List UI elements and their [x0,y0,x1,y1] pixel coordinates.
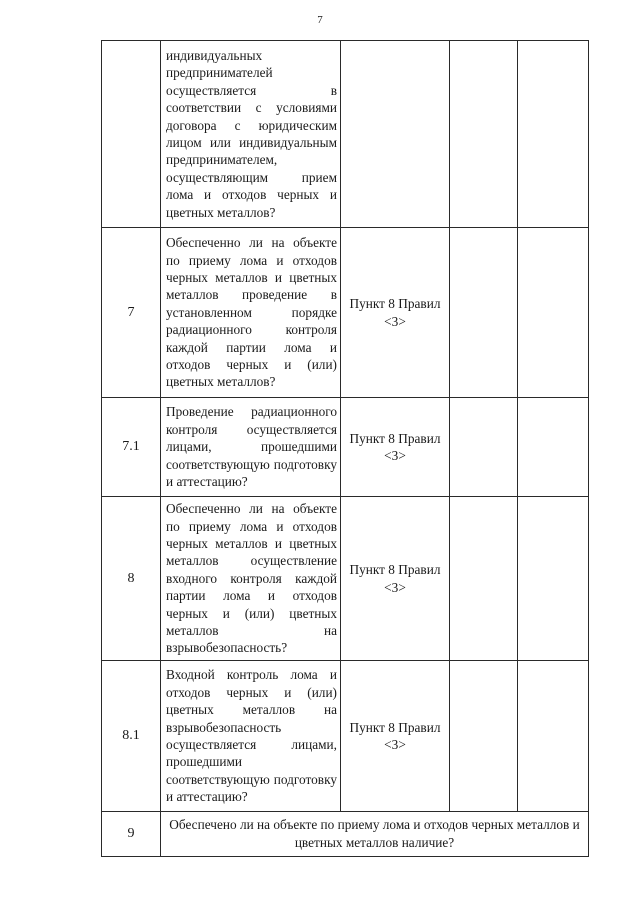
page-number: 7 [317,14,323,26]
table-row [102,398,589,497]
reference-cell: Пункт 8 Правил <3> [341,228,450,398]
answer-cell [450,661,518,812]
row-number: 8.1 [102,661,161,812]
question-text: индивидуальных предпринимателей осуществляется в соответствии с условиями договора с юридическим лицом или индивидуальным предпринимателем, осуществляющим прием лома и отходов черных и цветных металлов? [166,47,337,220]
question-cell [161,41,341,228]
answer-cell [450,497,518,661]
note-cell [518,41,589,228]
table-row [102,41,589,228]
note-cell [518,228,589,398]
answer-cell [450,41,518,228]
answer-cell [450,398,518,497]
question-text: Обеспеченно ли на объекте по приему лома и отходов черных металлов и цветных металлов осуществление входного контроля каждой партии лома и отходов черных и (или) цветных металлов на взрывобезопасность? [166,501,337,656]
question-cell [161,398,341,497]
table-row [102,812,589,857]
question-cell [161,661,341,812]
question-cell [161,497,341,661]
merged-question-cell: Обеспечено ли на объекте по приему лома и отходов черных металлов и цветных металлов наличие? [161,812,589,857]
row-number: 8 [102,497,161,661]
reference-cell: Пункт 8 Правил <3> [341,398,450,497]
row-number [102,41,161,228]
table-row [102,497,589,661]
reference-cell [341,41,450,228]
checklist-table [101,40,589,857]
table-row [102,661,589,812]
question-text: Обеспеченно ли на объекте по приему лома и отходов черных металлов и цветных металлов проведение в установленном порядке радиационного контроля каждой партии лома и отходов черных и (или) цветных металлов? [166,235,337,390]
note-cell [518,398,589,497]
row-number: 9 [102,812,161,857]
question-text: Проведение радиационного контроля осуществляется лицами, прошедшими соответствующую подготовку и аттестацию? [166,404,337,490]
answer-cell [450,228,518,398]
question-cell [161,228,341,398]
row-number: 7.1 [102,398,161,497]
reference-cell: Пункт 8 Правил <3> [341,497,450,661]
question-text: Входной контроль лома и отходов черных и (или) цветных металлов на взрывобезопасность осуществляется лицами, прошедшими соответствующую подготовку и аттестацию? [166,667,337,805]
note-cell [518,497,589,661]
table-row [102,228,589,398]
note-cell [518,661,589,812]
row-number: 7 [102,228,161,398]
reference-cell: Пункт 8 Правил <3> [341,661,450,812]
